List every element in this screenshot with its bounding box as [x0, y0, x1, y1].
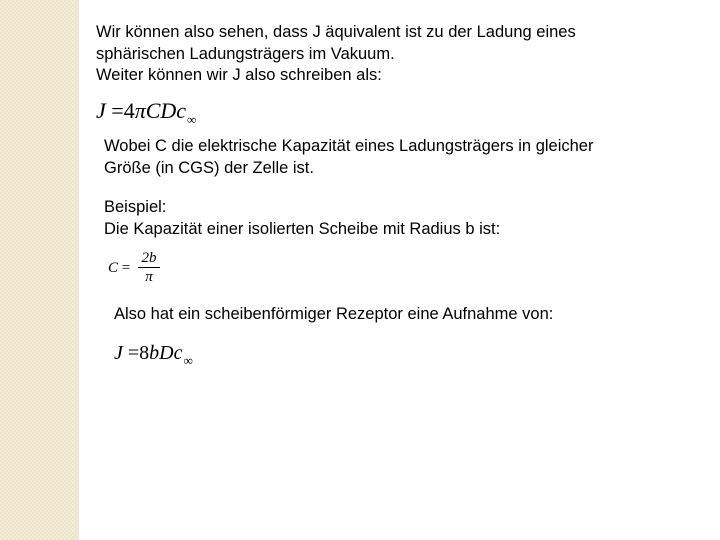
intro-line-2: sphärischen Ladungsträgers im Vakuum.	[96, 44, 395, 63]
formula-disc-fraction	[138, 250, 160, 285]
intro-line-3: Weiter können wir J also schreiben als:	[96, 66, 382, 84]
formula-disc-lhs: C	[108, 260, 119, 276]
formula-j-general-vars: CDc	[145, 98, 187, 123]
formula-j-disc	[114, 342, 193, 366]
example-heading: Beispiel:	[104, 198, 167, 216]
receptor-paragraph	[114, 304, 553, 326]
formula-j-general-subscript: ∞	[187, 112, 197, 127]
capacitance-line-1: Wobei C die elektrische Kapazität eines Ladungsträgers in gleicher	[104, 137, 594, 155]
formula-j-general-equals: =	[111, 98, 124, 123]
formula-j-general	[96, 99, 196, 126]
capacitance-line-2: Größe (in CGS) der Zelle ist.	[104, 158, 314, 177]
intro-paragraph	[96, 22, 576, 87]
formula-disc-lhs-group	[108, 260, 130, 277]
formula-disc-equals: =	[121, 260, 131, 276]
receptor-line: Also hat ein scheibenförmiger Rezeptor eine Aufnahme von:	[114, 305, 554, 323]
formula-j-disc-lhs: J	[114, 342, 123, 364]
formula-j-disc-equals: =	[127, 342, 140, 364]
formula-j-disc-vars: bDc	[149, 342, 183, 364]
decorative-side-strip	[0, 0, 79, 540]
formula-disc-numerator: 2b	[141, 250, 157, 266]
formula-j-general-coefficient: 4	[123, 98, 135, 123]
formula-j-general-pi: π	[134, 98, 146, 123]
formula-j-disc-subscript: ∞	[183, 353, 193, 368]
formula-j-general-lhs: J	[96, 98, 106, 123]
example-line: Die Kapazität einer isolierten Scheibe mit Radius b ist:	[104, 219, 501, 238]
example-paragraph	[104, 197, 500, 240]
formula-j-disc-coefficient: 8	[139, 342, 150, 364]
capacitance-paragraph	[104, 136, 593, 179]
formula-disc-denominator: π	[145, 269, 153, 285]
intro-line-1: Wir können also sehen, dass J äquivalent ist zu der Ladung eines	[96, 23, 576, 41]
fraction-bar	[138, 267, 160, 268]
